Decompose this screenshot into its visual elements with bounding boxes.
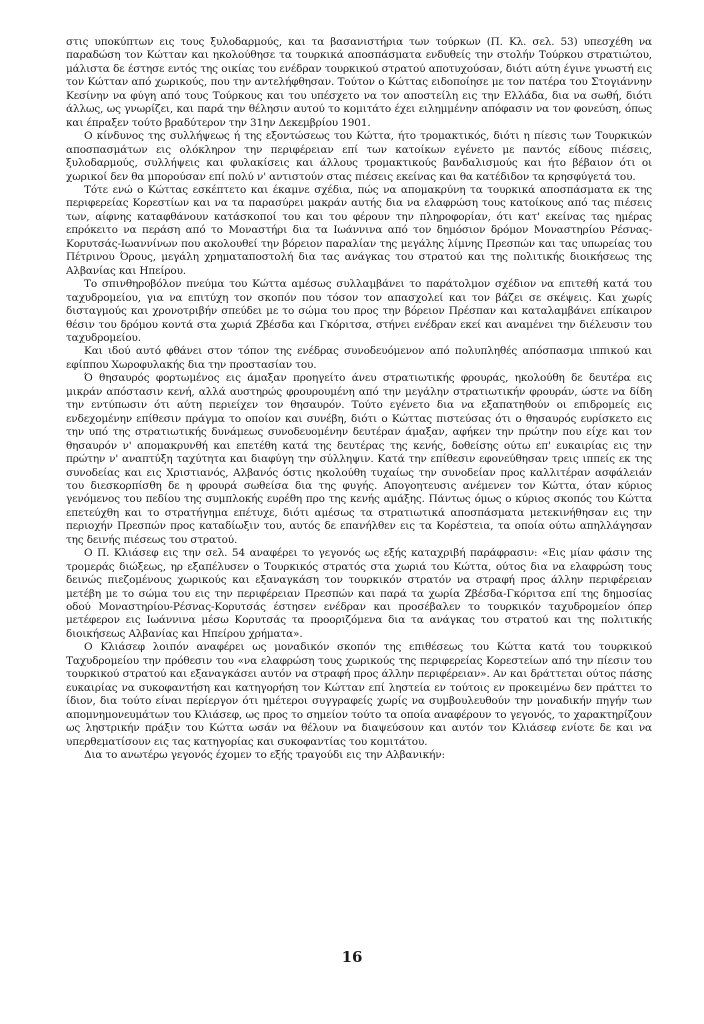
paragraph-3: Τότε ενώ ο Κώττας εσκέπτετο και έκαμνε σχέδια, πώς να απομακρύνη τα τουρκικά αποσπάσματα εκ της περιφερείας Κορεστίων και να τα παρασύρει μακράν αυτής δια να ελαφρώση τους κατοίκους από τας πιέσεις των, αίφνης καταφθάνουν κατάσκοποί του και του φέρουν την πληροφορίαν, ότι κατ' εκείνας τας ημέρας επρόκειτο να περάση από το Μοναστήρι δια τα Ιωάννινα από τον δημόσιον δρόμον Μοναστηρίου Ρέσνας-Κορυτσάς-Ιωαννίνων που ακολουθεί την βόρειον παραλίαν της μεγάλης λίμνης Πρεσπών και τας υπωρείας του Πέτρινου Όρους, μεγάλη χρηματαποστολή δια τας ανάγκας του στρατού και της πολιτικής διοικήσεως της Αλβανίας και Ηπείρου.: [66, 183, 652, 277]
paragraph-4: Το σπινθηροβόλον πνεύμα του Κώττα αμέσως συλλαμβάνει το παράτολμον σχέδιον να επιτεθή κατά του ταχυδρομείου, για να επιτύχη τον σκοπόν που τόσον τον απασχολεί και τον βάζει σε σκέψεις. Και χωρίς δισταγμούς και χρονοτριβήν σπεύδει με το σώμα του προς την βόρειον Πρέσπαν και καταλαμβάνει επίκαιρον θέσιν του δρόμου κοντά στα χωριά Ζβέσδα και Γκόριτσα, στήνει ενέδραν εκεί και αναμένει την διέλευσιν του ταχυδρομείου.: [66, 278, 652, 344]
paragraph-9: Δια το ανωτέρω γεγονός έχομεν το εξής τραγούδι εις την Αλβανικήν:: [84, 749, 445, 762]
page-number: 16: [341, 948, 363, 966]
paragraph-8: Ο Κλιάσεφ λοιπόν αναφέρει ως μοναδικόν σκοπόν της επιθέσεως του Κώττα κατά του τουρκικού Ταχυδρομείου την πρόθεσιν του «να ελαφρώση τους χωρικούς της περιφερείας Κορεστείων από την πίεσιν του τουρκικού στρατού και εξαναγκάσει αυτόν να στραφή προς άλλην περιφέρειαν». Αν και δράττεται ούτος πάσης ευκαιρίας να συκοφαντήση και κατηγορήση τον Κώτταν επί ληστεία εν τούτοις εν προκειμένω δεν πράττει το ίδιον, δια τούτο είναι περίεργον ότι ημέτεροι συγγραφείς χωρίς να συμβουλευθούν την μοναδικήν πηγήν των απομνημονευμάτων του Κλιάσεφ, ως προς το σημείον τούτο τα οποία αναφέρουν το γεγονός, το χαρακτηρίζουν ως ληστρικήν πράξιν του Κώττα ωσάν να θέλουν να διαψεύσουν και αυτόν τον Κλιάσεφ ενίοτε δε και να υπερθεματίσουν εις τας κατηγορίας και συκοφαντίας του κομιτάτου.: [66, 641, 652, 748]
paragraph-6: Ό θησαυρός φορτωμένος εις άμαξαν προηγείτο άνευ στρατιωτικής φρουράς, ηκολούθη δε δευτέρα εις μικράν απόστασιν κενή, αλλά αυστηρώς φρουρουμένη από την μεγάλην στρατιωτικήν φρουράν, ώστε να δίδη την εντύπωσιν ότι αύτη περιείχεν τον θησαυρόν. Τούτο εγένετο δια να εξαπατηθούν οι επιδρομείς εις ενδεχομένην επίθεσιν πράγμα το οποίον και συνέβη, διότι ο Κώττας πιστεύσας ότι ο θησαυρός ευρίσκετο εις την υπό της στρατιωτικής δυνάμεως συνοδευομένην δευτέραν άμαξαν, αφήκεν την πρώτην που είχε και τον θησαυρόν ν' απομακρυνθή και επετέθη κατά της δευτέρας της κενής, δοθείσης ούτω επ' ευκαιρίας εις την πρώτην ν' αναπτύξη ταχύτητα και διαφύγη την σύλληψιν. Κατά την επίθεσιν εφονεύθησαν τρεις ιππείς εκ της συνοδείας και εις Χριστιανός, Αλβανός όστις ηκολούθη τυχαίως την συνοδείαν προς καλλιτέραν ασφάλειάν του διεσκορπίσθη δε η φρουρά σωθείσα δια της φυγής. Απογοητευσις ανέμενεν τον Κώττα, όταν κύριος γενόμενος του πεδίου της συμπλοκής ευρέθη προ της κενής αμάξης. Πάντως όμως ο κύριος σκοπός του Κώττα επετεύχθη και το στρατήγημα επέτυχε, διότι αμέσως τα στρατιωτικά αποσπάσματα μετεκινήθησαν εις την περιοχήν Πρεσπών προς καταδίωξιν του, αυτός δε επανήλθεν εις τα Κορέστεια, τα οποία ούτω απηλλάγησαν της δεινής πιέσεως του στρατού.: [66, 372, 652, 546]
body-text: [66, 36, 652, 762]
paragraph-7: Ο Π. Κλιάσεφ εις την σελ. 54 αναφέρει το γεγονός ως εξής καταχριβή παράφρασιν: «Εις μίαν φάσιν της τρομεράς διώξεως, ηρ εξαπέλυσεν ο Τουρκικός στρατός στα χωριά του Κώττα, ούτος δια να ελαφρώση τους δεινώς πιεζομένους χωρικούς και εξαναγκάση τον τουρκικόν στρατόν να στραφή προς άλλην περιφέρειαν μετέβη με το σώμα του εις την περιφέρειαν Πρεσπών και παρά τα χωρία Ζβέσδα-Γκόριτσα επί της δημοσίας οδού Μοναστηρίου-Ρέσνας-Κορυτσάς έστησεν ενέδραν και προσέβαλεν το τουρκικόν ταχυδρομείον όπερ μετέφερον εις Ιωάννινα μέσω Κορυτσάς τα προοριζόμενα δια τα ανάγκας του στρατού και της πολιτικής διοικήσεως Αλβανίας και Ηπείρου χρήματα».: [66, 547, 652, 640]
paragraph-2: Ο κίνδυνος της συλλήψεως ή της εξοντώσεως του Κώττα, ήτο τρομακτικός, διότι η πίεσις των Τουρκικών αποσπασμάτων εις ολόκληρον την περιφέρειαν επί των κατοίκων εγένετο με παντός είδους πιέσεις, ξυλοδαρμούς, συλλήψεις και φυλακίσεις και άλλους τρομακτικούς βανδαλισμούς και ήτο βέβαιον ότι οι χωρικοί δεν θα μπορούσαν επί πολύ ν' αντιστούν στας πιέσεις εκείνας και θα κατέδιδον τα κρησφύγετά του.: [66, 130, 652, 183]
paragraph-1: στις υποκύπτων εις τους ξυλοδαρμούς, και τα βασανιστήρια των τούρκων (Π. Κλ. σελ. 53) υπεσχέθη να παραδώση τον Κώτταν και ηκολούθησε τα τουρκικά αποσπάσματα ενδυθείς την στολήν Τούρκου στρατιώτου, μάλιστα δε έστησε εντός της οικίας του ενέδραν τουρκικού στρατού αποτυχούσαν, διότι αύτη έγινε γνωστή εις τον Κώτταν από χωρικούς, που την αντελήφθησαν. Τούτον ο Κώττας ειδοποίησε με τον πατέρα του Στογιάννην Κεσίνην να φύγη από τους Τούρκους και του υπέσχετο να τον αποστείλη εις την Ελλάδα, δια να σωθή, διότι άλλως, ως γνωρίζει, και παρά την θέλησιν αυτού το κομιτάτο έχει ειλημμένην απόφασιν να τον φονεύση, όπως και έπραξεν τούτο βραδύτερον την 31ην Δεκεμβρίου 1901.: [66, 36, 652, 129]
paragraph-5: Και ιδού αυτό φθάνει στον τόπον της ενέδρας συνοδευόμενον από πολυπληθές απόσπασμα ιππικού και εφίππου Χωροφυλακής δια την προστασίαν του.: [66, 345, 652, 371]
